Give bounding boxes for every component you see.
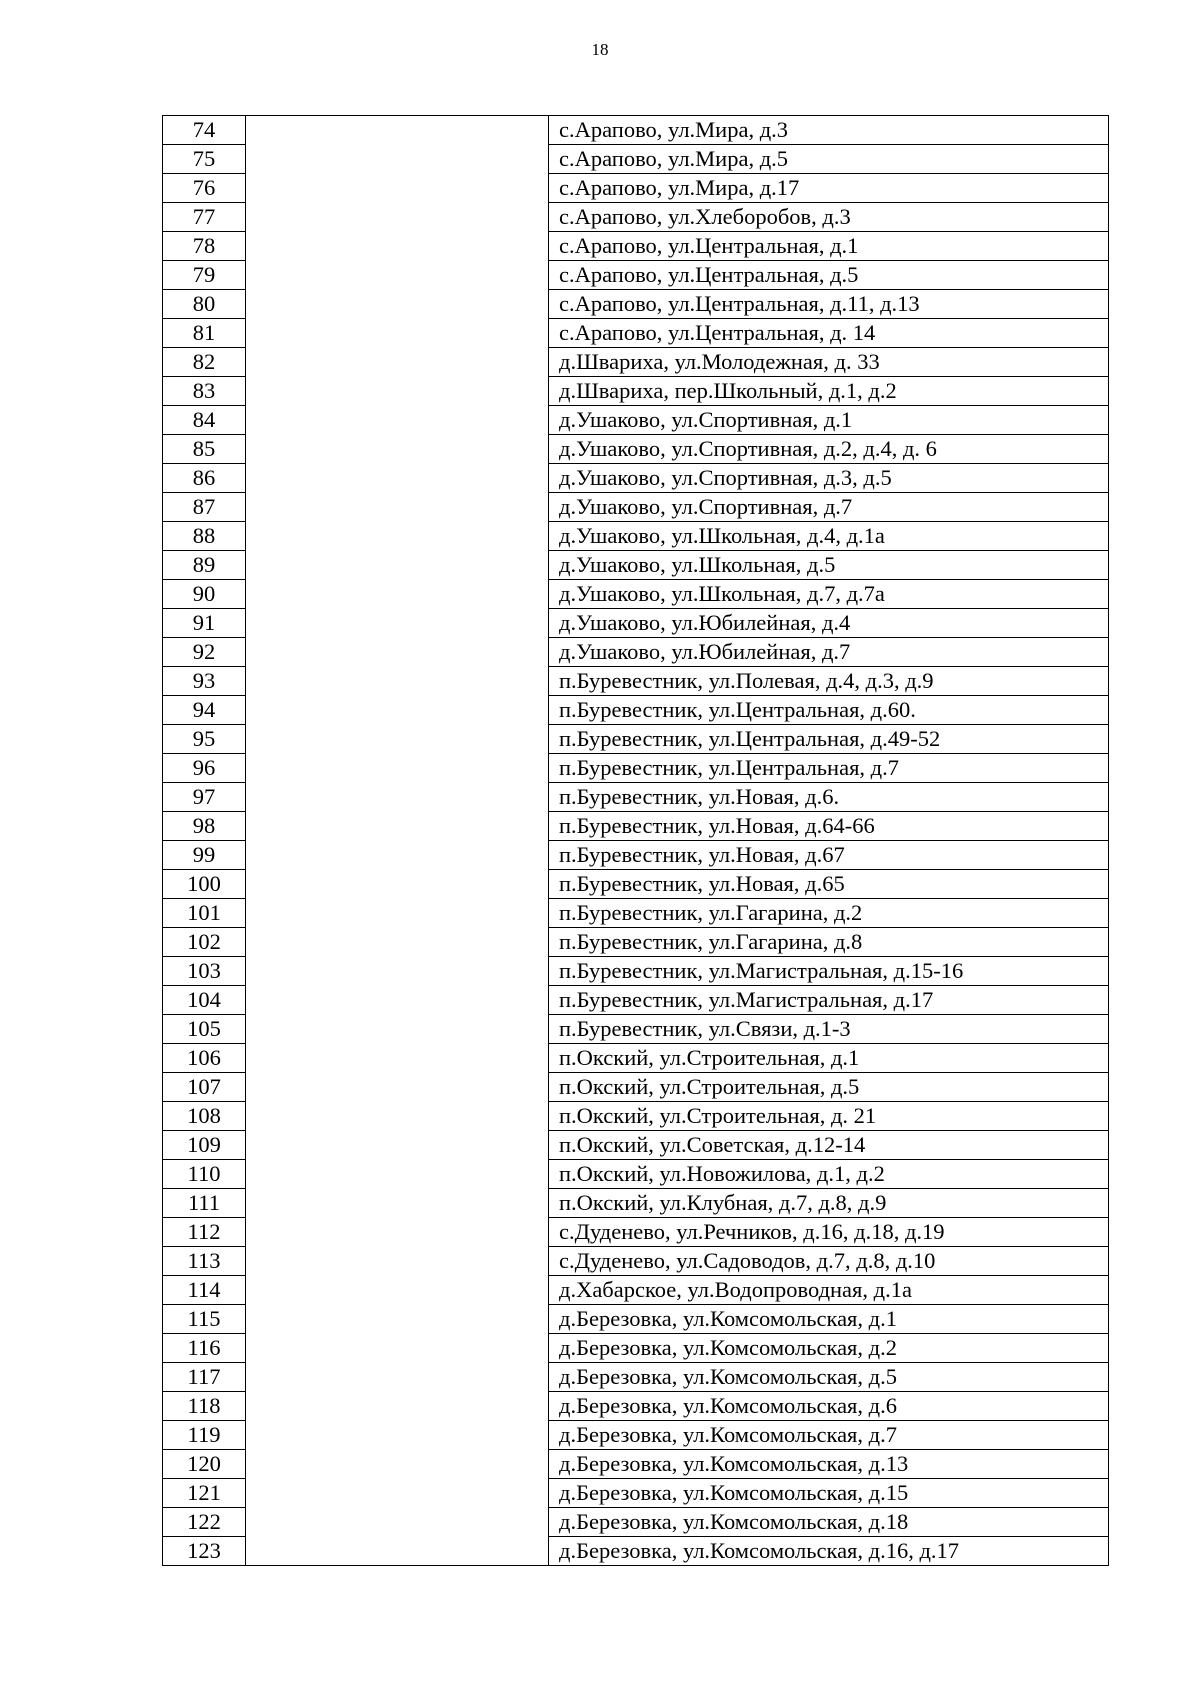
- table-row: [163, 1421, 1109, 1450]
- row-number-cell: 79: [163, 261, 246, 290]
- merged-empty-cell: [246, 551, 549, 580]
- table-row: [163, 1450, 1109, 1479]
- row-number-cell: 109: [163, 1131, 246, 1160]
- table-row: [163, 1073, 1109, 1102]
- address-cell: с.Дуденево, ул.Речников, д.16, д.18, д.19: [549, 1218, 1109, 1247]
- table-row: [163, 638, 1109, 667]
- address-cell: д.Березовка, ул.Комсомольская, д.7: [549, 1421, 1109, 1450]
- row-number-cell: 111: [163, 1189, 246, 1218]
- merged-empty-cell: [246, 1334, 549, 1363]
- address-cell: с.Дуденево, ул.Садоводов, д.7, д.8, д.10: [549, 1247, 1109, 1276]
- merged-empty-cell: [246, 725, 549, 754]
- table-row: [163, 232, 1109, 261]
- table-row: [163, 145, 1109, 174]
- merged-empty-cell: [246, 1305, 549, 1334]
- merged-empty-cell: [246, 232, 549, 261]
- merged-empty-cell: [246, 812, 549, 841]
- table-row: [163, 1508, 1109, 1537]
- merged-empty-cell: [246, 145, 549, 174]
- address-table: [162, 115, 1109, 1566]
- table-row: [163, 899, 1109, 928]
- merged-empty-cell: [246, 522, 549, 551]
- row-number-cell: 84: [163, 406, 246, 435]
- row-number-cell: 103: [163, 957, 246, 986]
- merged-empty-cell: [246, 1508, 549, 1537]
- row-number-cell: 92: [163, 638, 246, 667]
- merged-empty-cell: [246, 928, 549, 957]
- table-row: [163, 261, 1109, 290]
- row-number-cell: 110: [163, 1160, 246, 1189]
- row-number-cell: 88: [163, 522, 246, 551]
- merged-empty-cell: [246, 1247, 549, 1276]
- row-number-cell: 90: [163, 580, 246, 609]
- row-number-cell: 98: [163, 812, 246, 841]
- row-number-cell: 123: [163, 1537, 246, 1566]
- merged-empty-cell: [246, 1160, 549, 1189]
- row-number-cell: 89: [163, 551, 246, 580]
- row-number-cell: 83: [163, 377, 246, 406]
- table-row: [163, 754, 1109, 783]
- table-row: [163, 116, 1109, 145]
- merged-empty-cell: [246, 899, 549, 928]
- address-cell: д.Ушаково, ул.Школьная, д.5: [549, 551, 1109, 580]
- row-number-cell: 116: [163, 1334, 246, 1363]
- row-number-cell: 118: [163, 1392, 246, 1421]
- address-table-body: [163, 116, 1109, 1566]
- row-number-cell: 105: [163, 1015, 246, 1044]
- address-cell: п.Буревестник, ул.Центральная, д.49-52: [549, 725, 1109, 754]
- address-cell: д.Березовка, ул.Комсомольская, д.13: [549, 1450, 1109, 1479]
- table-row: [163, 725, 1109, 754]
- address-cell: п.Окский, ул.Строительная, д. 21: [549, 1102, 1109, 1131]
- table-row: [163, 1305, 1109, 1334]
- address-cell: п.Буревестник, ул.Связи, д.1-3: [549, 1015, 1109, 1044]
- address-cell: п.Буревестник, ул.Магистральная, д.15-16: [549, 957, 1109, 986]
- table-row: [163, 812, 1109, 841]
- merged-empty-cell: [246, 1276, 549, 1305]
- address-cell: с.Арапово, ул.Мира, д.5: [549, 145, 1109, 174]
- merged-empty-cell: [246, 406, 549, 435]
- address-cell: д.Ушаково, ул.Юбилейная, д.7: [549, 638, 1109, 667]
- row-number-cell: 122: [163, 1508, 246, 1537]
- address-cell: п.Буревестник, ул.Новая, д.64-66: [549, 812, 1109, 841]
- merged-empty-cell: [246, 986, 549, 1015]
- merged-empty-cell: [246, 1363, 549, 1392]
- address-cell: д.Швариха, ул.Молодежная, д. 33: [549, 348, 1109, 377]
- table-row: [163, 551, 1109, 580]
- row-number-cell: 76: [163, 174, 246, 203]
- address-cell: п.Буревестник, ул.Новая, д.6.: [549, 783, 1109, 812]
- merged-empty-cell: [246, 580, 549, 609]
- table-row: [163, 1479, 1109, 1508]
- row-number-cell: 113: [163, 1247, 246, 1276]
- address-cell: д.Хабарское, ул.Водопроводная, д.1а: [549, 1276, 1109, 1305]
- row-number-cell: 107: [163, 1073, 246, 1102]
- row-number-cell: 93: [163, 667, 246, 696]
- row-number-cell: 104: [163, 986, 246, 1015]
- merged-empty-cell: [246, 203, 549, 232]
- address-cell: с.Арапово, ул.Центральная, д.1: [549, 232, 1109, 261]
- address-cell: с.Арапово, ул.Центральная, д. 14: [549, 319, 1109, 348]
- table-row: [163, 493, 1109, 522]
- address-cell: д.Березовка, ул.Комсомольская, д.6: [549, 1392, 1109, 1421]
- address-cell: п.Окский, ул.Советская, д.12-14: [549, 1131, 1109, 1160]
- page-number: 18: [591, 40, 609, 59]
- address-cell: п.Окский, ул.Строительная, д.5: [549, 1073, 1109, 1102]
- row-number-cell: 77: [163, 203, 246, 232]
- merged-empty-cell: [246, 1044, 549, 1073]
- merged-empty-cell: [246, 1479, 549, 1508]
- table-row: [163, 377, 1109, 406]
- table-row: [163, 580, 1109, 609]
- merged-empty-cell: [246, 870, 549, 899]
- table-row: [163, 348, 1109, 377]
- address-cell: д.Швариха, пер.Школьный, д.1, д.2: [549, 377, 1109, 406]
- merged-empty-cell: [246, 319, 549, 348]
- row-number-cell: 102: [163, 928, 246, 957]
- address-cell: д.Березовка, ул.Комсомольская, д.2: [549, 1334, 1109, 1363]
- table-row: [163, 1189, 1109, 1218]
- address-cell: п.Буревестник, ул.Новая, д.67: [549, 841, 1109, 870]
- row-number-cell: 87: [163, 493, 246, 522]
- table-row: [163, 1276, 1109, 1305]
- address-cell: с.Арапово, ул.Мира, д.3: [549, 116, 1109, 145]
- address-cell: с.Арапово, ул.Хлеборобов, д.3: [549, 203, 1109, 232]
- table-row: [163, 928, 1109, 957]
- table-row: [163, 1044, 1109, 1073]
- table-row: [163, 1160, 1109, 1189]
- address-cell: д.Березовка, ул.Комсомольская, д.1: [549, 1305, 1109, 1334]
- table-row: [163, 1537, 1109, 1566]
- address-cell: п.Буревестник, ул.Новая, д.65: [549, 870, 1109, 899]
- address-cell: д.Ушаково, ул.Спортивная, д.1: [549, 406, 1109, 435]
- row-number-cell: 96: [163, 754, 246, 783]
- merged-empty-cell: [246, 1189, 549, 1218]
- table-row: [163, 174, 1109, 203]
- address-cell: д.Ушаково, ул.Спортивная, д.7: [549, 493, 1109, 522]
- row-number-cell: 120: [163, 1450, 246, 1479]
- row-number-cell: 115: [163, 1305, 246, 1334]
- address-cell: п.Буревестник, ул.Гагарина, д.2: [549, 899, 1109, 928]
- table-row: [163, 203, 1109, 232]
- address-cell: п.Буревестник, ул.Центральная, д.60.: [549, 696, 1109, 725]
- table-row: [163, 435, 1109, 464]
- merged-empty-cell: [246, 493, 549, 522]
- row-number-cell: 86: [163, 464, 246, 493]
- table-row: [163, 1334, 1109, 1363]
- table-row: [163, 406, 1109, 435]
- table-row: [163, 522, 1109, 551]
- merged-empty-cell: [246, 783, 549, 812]
- address-cell: д.Березовка, ул.Комсомольская, д.16, д.17: [549, 1537, 1109, 1566]
- row-number-cell: 82: [163, 348, 246, 377]
- row-number-cell: 80: [163, 290, 246, 319]
- table-row: [163, 696, 1109, 725]
- row-number-cell: 78: [163, 232, 246, 261]
- row-number-cell: 75: [163, 145, 246, 174]
- row-number-cell: 85: [163, 435, 246, 464]
- address-cell: д.Березовка, ул.Комсомольская, д.18: [549, 1508, 1109, 1537]
- merged-empty-cell: [246, 638, 549, 667]
- merged-empty-cell: [246, 754, 549, 783]
- row-number-cell: 100: [163, 870, 246, 899]
- merged-empty-cell: [246, 464, 549, 493]
- merged-empty-cell: [246, 696, 549, 725]
- address-cell: п.Буревестник, ул.Магистральная, д.17: [549, 986, 1109, 1015]
- table-row: [163, 1015, 1109, 1044]
- merged-empty-cell: [246, 174, 549, 203]
- row-number-cell: 91: [163, 609, 246, 638]
- merged-empty-cell: [246, 1073, 549, 1102]
- row-number-cell: 94: [163, 696, 246, 725]
- row-number-cell: 99: [163, 841, 246, 870]
- table-row: [163, 783, 1109, 812]
- table-row: [163, 1102, 1109, 1131]
- address-cell: д.Ушаково, ул.Юбилейная, д.4: [549, 609, 1109, 638]
- merged-empty-cell: [246, 116, 549, 145]
- address-cell: д.Березовка, ул.Комсомольская, д.5: [549, 1363, 1109, 1392]
- table-row: [163, 841, 1109, 870]
- merged-empty-cell: [246, 261, 549, 290]
- address-cell: с.Арапово, ул.Центральная, д.5: [549, 261, 1109, 290]
- row-number-cell: 95: [163, 725, 246, 754]
- merged-empty-cell: [246, 1421, 549, 1450]
- merged-empty-cell: [246, 1015, 549, 1044]
- address-cell: с.Арапово, ул.Центральная, д.11, д.13: [549, 290, 1109, 319]
- merged-empty-cell: [246, 1102, 549, 1131]
- row-number-cell: 106: [163, 1044, 246, 1073]
- row-number-cell: 121: [163, 1479, 246, 1508]
- address-cell: с.Арапово, ул.Мира, д.17: [549, 174, 1109, 203]
- table-row: [163, 1218, 1109, 1247]
- merged-empty-cell: [246, 1131, 549, 1160]
- row-number-cell: 97: [163, 783, 246, 812]
- row-number-cell: 101: [163, 899, 246, 928]
- merged-empty-cell: [246, 957, 549, 986]
- address-cell: п.Окский, ул.Новожилова, д.1, д.2: [549, 1160, 1109, 1189]
- table-row: [163, 667, 1109, 696]
- address-cell: п.Буревестник, ул.Полевая, д.4, д.3, д.9: [549, 667, 1109, 696]
- row-number-cell: 112: [163, 1218, 246, 1247]
- table-row: [163, 290, 1109, 319]
- row-number-cell: 119: [163, 1421, 246, 1450]
- address-cell: д.Ушаково, ул.Школьная, д.4, д.1а: [549, 522, 1109, 551]
- table-row: [163, 957, 1109, 986]
- row-number-cell: 81: [163, 319, 246, 348]
- table-row: [163, 1363, 1109, 1392]
- address-cell: д.Ушаково, ул.Спортивная, д.2, д.4, д. 6: [549, 435, 1109, 464]
- row-number-cell: 117: [163, 1363, 246, 1392]
- table-row: [163, 870, 1109, 899]
- row-number-cell: 114: [163, 1276, 246, 1305]
- merged-empty-cell: [246, 290, 549, 319]
- address-cell: д.Ушаково, ул.Спортивная, д.3, д.5: [549, 464, 1109, 493]
- table-row: [163, 464, 1109, 493]
- table-row: [163, 986, 1109, 1015]
- merged-empty-cell: [246, 1450, 549, 1479]
- merged-empty-cell: [246, 1392, 549, 1421]
- merged-empty-cell: [246, 1218, 549, 1247]
- merged-empty-cell: [246, 435, 549, 464]
- address-cell: п.Буревестник, ул.Центральная, д.7: [549, 754, 1109, 783]
- address-cell: п.Буревестник, ул.Гагарина, д.8: [549, 928, 1109, 957]
- address-cell: д.Березовка, ул.Комсомольская, д.15: [549, 1479, 1109, 1508]
- table-row: [163, 609, 1109, 638]
- table-row: [163, 1247, 1109, 1276]
- row-number-cell: 74: [163, 116, 246, 145]
- merged-empty-cell: [246, 348, 549, 377]
- row-number-cell: 108: [163, 1102, 246, 1131]
- table-row: [163, 1392, 1109, 1421]
- merged-empty-cell: [246, 1537, 549, 1566]
- address-cell: п.Окский, ул.Строительная, д.1: [549, 1044, 1109, 1073]
- table-row: [163, 319, 1109, 348]
- merged-empty-cell: [246, 841, 549, 870]
- address-cell: п.Окский, ул.Клубная, д.7, д.8, д.9: [549, 1189, 1109, 1218]
- address-cell: д.Ушаково, ул.Школьная, д.7, д.7а: [549, 580, 1109, 609]
- table-row: [163, 1131, 1109, 1160]
- merged-empty-cell: [246, 377, 549, 406]
- merged-empty-cell: [246, 609, 549, 638]
- merged-empty-cell: [246, 667, 549, 696]
